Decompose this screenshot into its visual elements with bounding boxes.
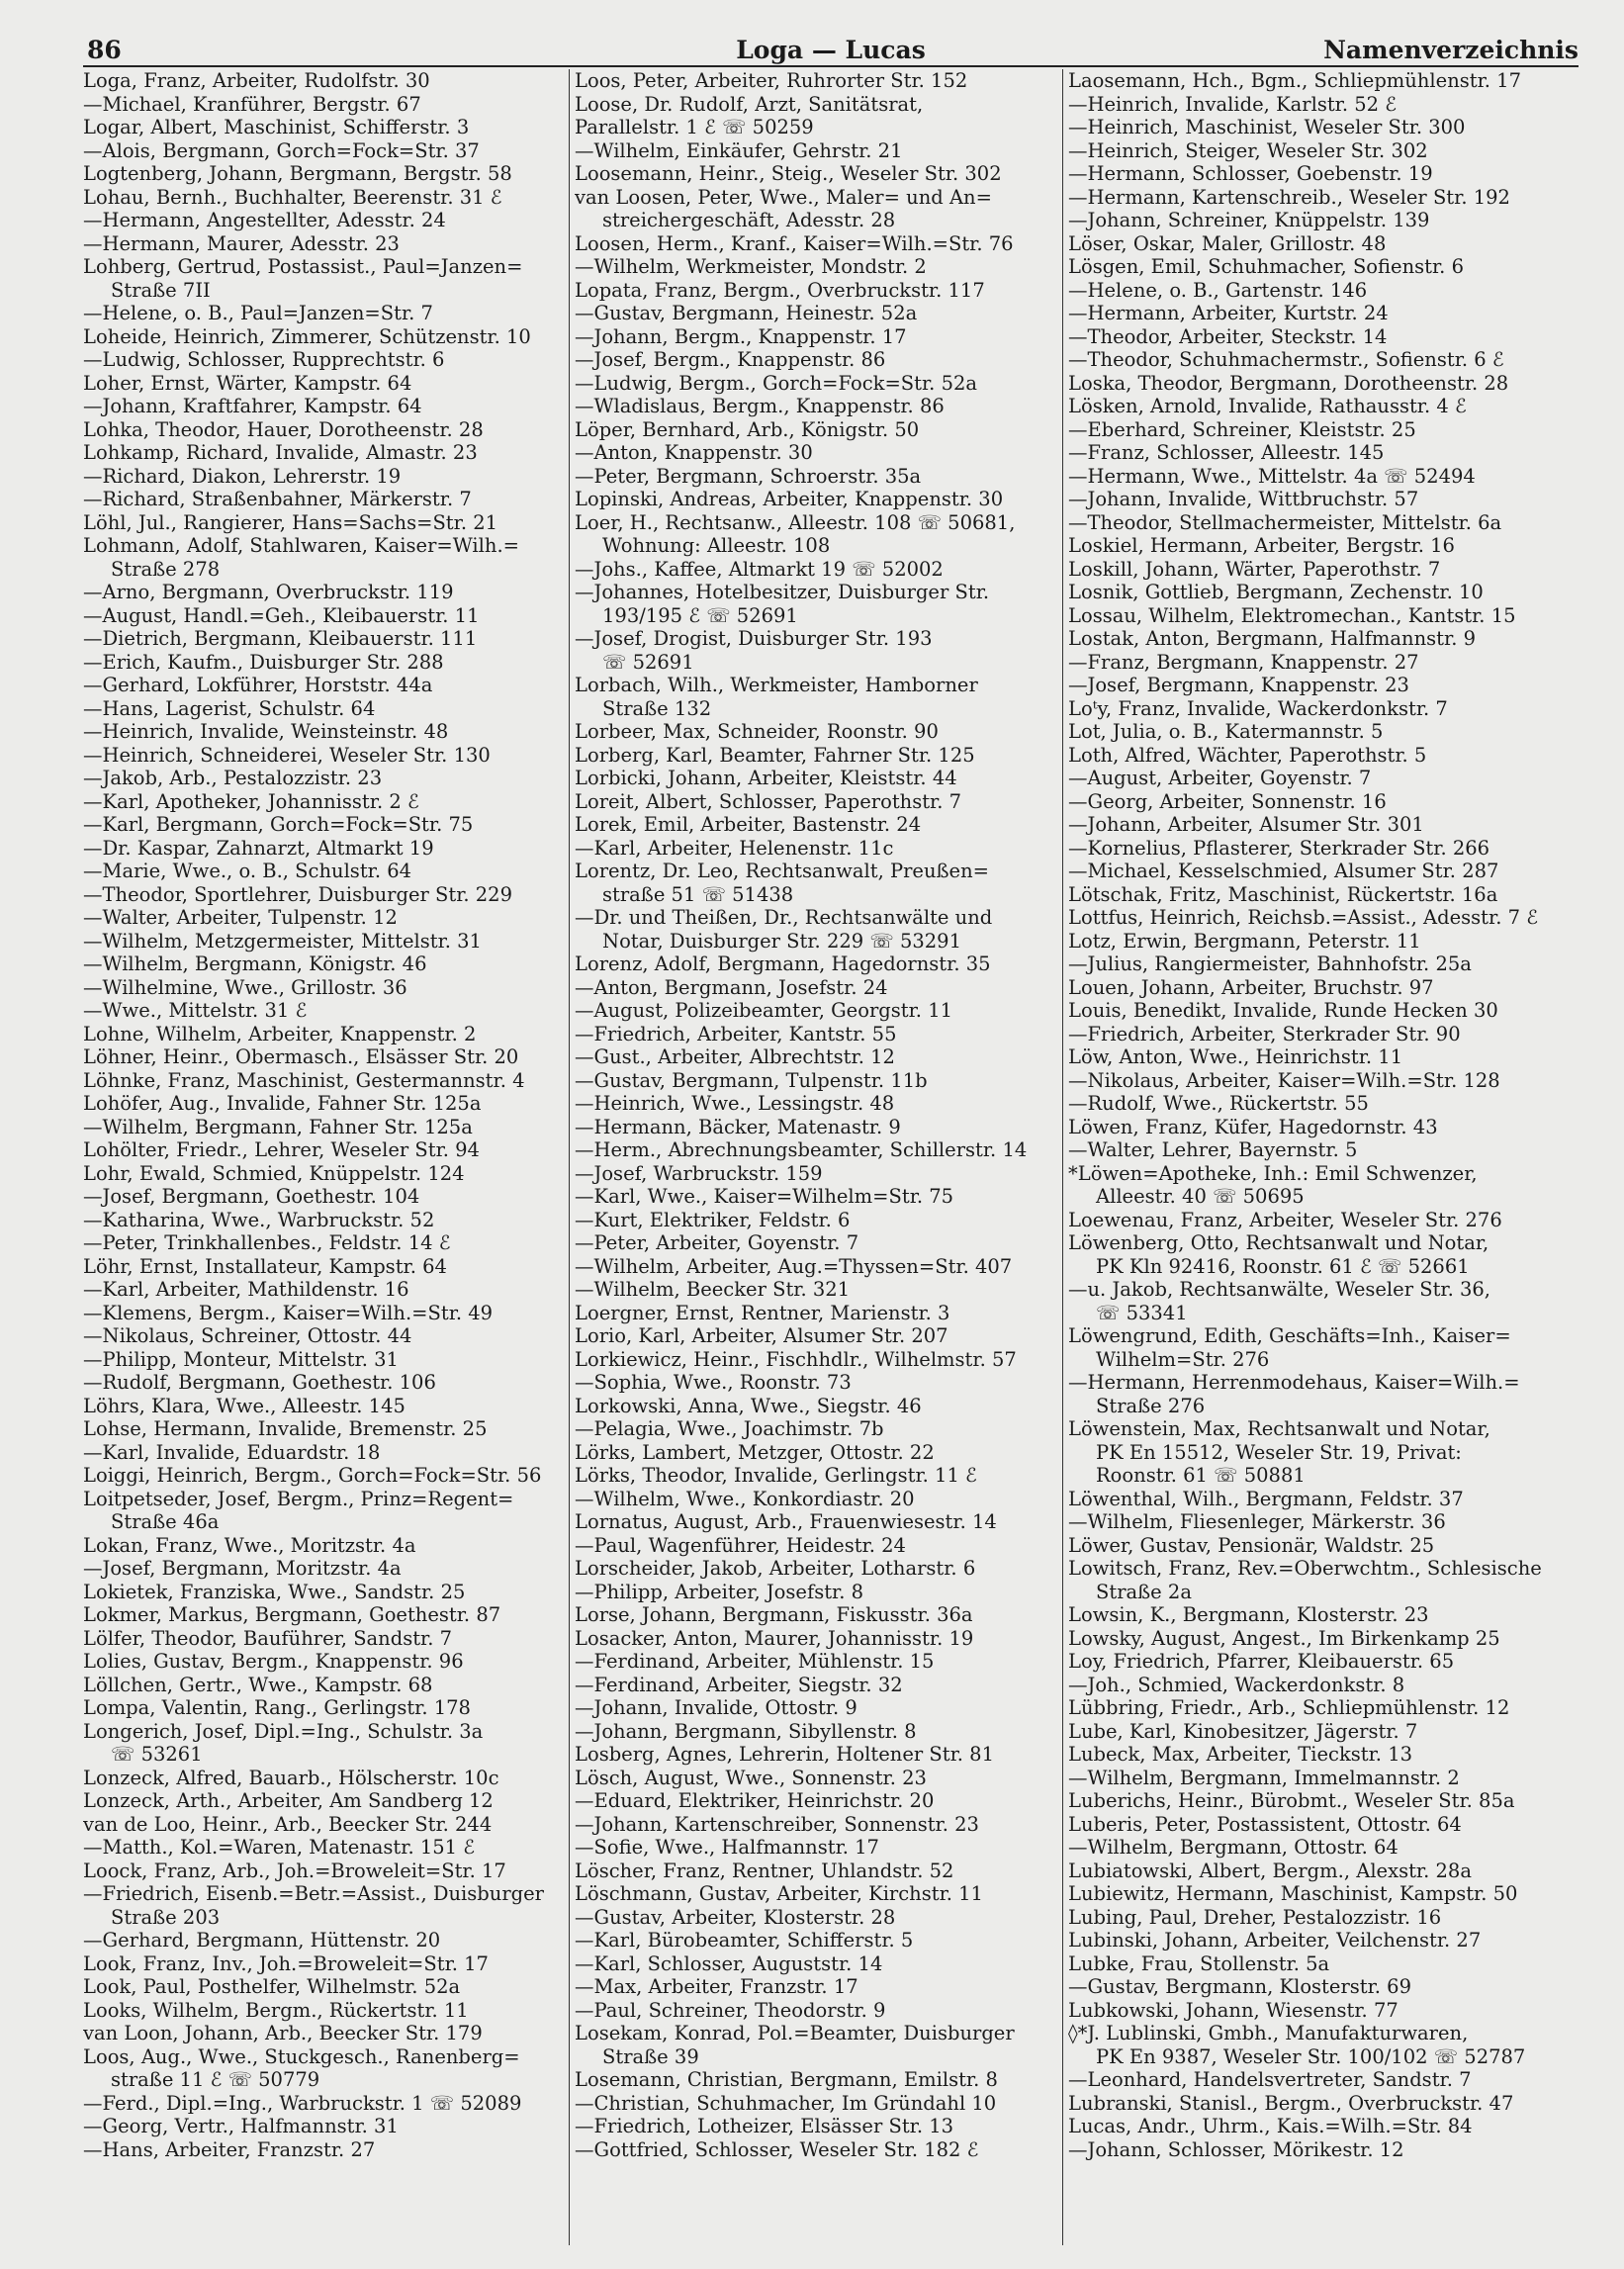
directory-entry-line: Löwenberg, Otto, Rechtsanwalt und Notar,	[1068, 1231, 1489, 1254]
directory-entry-line: Loergner, Ernst, Rentner, Marienstr. 3	[575, 1301, 950, 1324]
directory-entry-line: —Josef, Warbruckstr. 159	[575, 1161, 823, 1185]
directory-entry-line: —Johann, Invalide, Ottostr. 9	[575, 1696, 857, 1719]
directory-entry-line: Lölfer, Theodor, Bauführer, Sandstr. 7	[83, 1626, 453, 1650]
directory-entry-line: Lohberg, Gertrud, Postassist., Paul=Janzen=	[83, 255, 523, 278]
directory-entry-line: 193/195 ℰ ☏ 52691	[602, 603, 798, 627]
directory-entry-line: —Alois, Bergmann, Gorch=Fock=Str. 37	[83, 138, 480, 162]
directory-entry-line: Lohölter, Friedr., Lehrer, Weseler Str. 94	[83, 1138, 480, 1161]
directory-entry-line: —Eberhard, Schreiner, Kleiststr. 25	[1068, 417, 1416, 441]
directory-entry-line: van Loosen, Peter, Wwe., Maler= und An=	[575, 185, 992, 209]
directory-entry-line: —Richard, Straßenbahner, Märkerstr. 7	[83, 488, 472, 510]
directory-entry-line: —Theodor, Sportlehrer, Duisburger Str. 229	[83, 882, 512, 906]
column-1	[83, 69, 564, 2250]
directory-entry-line: —August, Handl.=Geh., Kleibauerstr. 11	[83, 603, 480, 627]
directory-entry-line: —Johann, Bergm., Knappenstr. 17	[575, 324, 907, 348]
directory-entry-line: Lolies, Gustav, Bergm., Knappenstr. 96	[83, 1650, 464, 1673]
directory-entry-line: —Johann, Kartenschreiber, Sonnenstr. 23	[575, 1812, 979, 1836]
directory-entry-line: —Heinrich, Invalide, Weinsteinstr. 48	[83, 720, 449, 743]
name-range: Loga — Lucas	[736, 36, 926, 64]
directory-entry-line: ☏ 53261	[111, 1743, 203, 1766]
directory-entry-line: —Kornelius, Pflasterer, Sterkrader Str. 266	[1068, 836, 1490, 860]
directory-entry-line: Lonzeck, Arth., Arbeiter, Am Sandberg 12	[83, 1789, 494, 1812]
directory-entry-line: *Löwen=Apotheke, Inh.: Emil Schwenzer,	[1068, 1161, 1478, 1185]
directory-entry-line: —August, Arbeiter, Goyenstr. 7	[1068, 767, 1372, 789]
directory-entry-line: —Friedrich, Lotheizer, Elsässer Str. 13	[575, 2115, 954, 2137]
directory-entry-line: —Gustav, Bergmann, Tulpenstr. 11b	[575, 1068, 928, 1092]
directory-entry-line: —Arno, Bergmann, Overbruckstr. 119	[83, 581, 454, 603]
directory-entry-line: —Gust., Arbeiter, Albrechtstr. 12	[575, 1045, 895, 1068]
directory-entry-line: —Heinrich, Steiger, Weseler Str. 302	[1068, 138, 1428, 162]
directory-entry-line: Lubkowski, Johann, Wiesenstr. 77	[1068, 1998, 1398, 2022]
directory-entry-line: —Karl, Schlosser, Auguststr. 14	[575, 1951, 883, 1975]
directory-entry-line: —Christian, Schuhmacher, Im Gründahl 10	[575, 2091, 997, 2115]
directory-entry-line: Losemann, Christian, Bergmann, Emilstr. 8	[575, 2068, 998, 2091]
directory-entry-line: —Theodor, Arbeiter, Steckstr. 14	[1068, 324, 1388, 348]
directory-entry-line: van Loon, Johann, Arb., Beecker Str. 179	[83, 2022, 483, 2044]
directory-entry-line: —Max, Arbeiter, Franzstr. 17	[575, 1975, 858, 1998]
directory-entry-line: —Georg, Arbeiter, Sonnenstr. 16	[1068, 789, 1387, 813]
directory-entry-line: Lompa, Valentin, Rang., Gerlingstr. 178	[83, 1696, 471, 1719]
directory-entry-line: Notar, Duisburger Str. 229 ☏ 53291	[602, 929, 961, 953]
directory-entry-line: Lubranski, Stanisl., Bergm., Overbruckstr. 47	[1068, 2091, 1514, 2115]
directory-entry-line: —Heinrich, Invalide, Karlstr. 52 ℰ	[1068, 92, 1398, 116]
directory-entry-line: —Johann, Invalide, Wittbruchstr. 57	[1068, 488, 1419, 510]
directory-entry-line: Roonstr. 61 ☏ 50881	[1096, 1464, 1306, 1487]
directory-entry-line: Lucas, Andr., Uhrm., Kais.=Wilh.=Str. 84	[1068, 2115, 1473, 2137]
directory-entry-line: —Wilhelm, Werkmeister, Mondstr. 2	[575, 255, 927, 278]
directory-entry-line: —Wilhelm, Bergmann, Ottostr. 64	[1068, 1836, 1398, 1859]
directory-entry-line: Lorkowski, Anna, Wwe., Siegstr. 46	[575, 1394, 922, 1417]
directory-entry-line: —Johannes, Hotelbesitzer, Duisburger Str.	[575, 581, 990, 603]
directory-entry-line: —Karl, Arbeiter, Helenenstr. 11c	[575, 836, 894, 860]
directory-entry-line: Lopinski, Andreas, Arbeiter, Knappenstr. 30	[575, 488, 1004, 510]
directory-entry-line: Luberis, Peter, Postassistent, Ottostr. 64	[1068, 1812, 1462, 1836]
directory-entry-line: Löllchen, Gertr., Wwe., Kampstr. 68	[83, 1673, 433, 1696]
directory-entry-line: Loreit, Albert, Schlosser, Paperothstr. 7	[575, 789, 962, 813]
directory-entry-line: —Sofie, Wwe., Halfmannstr. 17	[575, 1836, 879, 1859]
directory-entry-line: —Gerhard, Bergmann, Hüttenstr. 20	[83, 1929, 441, 1951]
directory-entry-line: —Wilhelm, Fliesenleger, Märkerstr. 36	[1068, 1510, 1446, 1533]
directory-entry-line: Lübbring, Friedr., Arb., Schliepmühlenstr. 12	[1068, 1696, 1510, 1719]
directory-entry-line: Löwen, Franz, Küfer, Hagedornstr. 43	[1068, 1115, 1438, 1138]
directory-entry-line: Löwenthal, Wilh., Bergmann, Feldstr. 37	[1068, 1487, 1464, 1510]
directory-entry-line: Lorbeer, Max, Schneider, Roonstr. 90	[575, 720, 939, 743]
directory-entry-line: ◊*J. Lublinski, Gmbh., Manufakturwaren,	[1068, 2022, 1469, 2044]
directory-entry-line: —Johann, Schlosser, Mörikestr. 12	[1068, 2137, 1404, 2161]
directory-entry-line: Löschmann, Gustav, Arbeiter, Kirchstr. 11	[575, 1882, 983, 1905]
page-number: 86	[87, 36, 122, 64]
directory-entry-line: PK En 15512, Weseler Str. 19, Privat:	[1096, 1440, 1462, 1464]
directory-entry-line: —Georg, Vertr., Halfmannstr. 31	[83, 2115, 399, 2137]
directory-entry-line: Loheide, Heinrich, Zimmerer, Schützenstr. 10	[83, 324, 531, 348]
directory-entry-line: —Dr. Kaspar, Zahnarzt, Altmarkt 19	[83, 836, 434, 860]
directory-entry-line: Look, Franz, Inv., Joh.=Broweleit=Str. 17	[83, 1951, 489, 1975]
directory-entry-line: —Hermann, Maurer, Adesstr. 23	[83, 231, 400, 255]
directory-entry-line: —Helene, o. B., Gartenstr. 146	[1068, 278, 1368, 302]
directory-entry-line: Parallelstr. 1 ℰ ☏ 50259	[575, 116, 814, 138]
directory-entry-line: —Hermann, Arbeiter, Kurtstr. 24	[1068, 302, 1389, 324]
directory-entry-line: Lokmer, Markus, Bergmann, Goethestr. 87	[83, 1603, 501, 1626]
directory-entry-line: Lorkiewicz, Heinr., Fischhdlr., Wilhelmstr. 57	[575, 1347, 1017, 1371]
directory-entry-line: Logar, Albert, Maschinist, Schifferstr. 3	[83, 116, 470, 138]
directory-entry-line: —Anton, Bergmann, Josefstr. 24	[575, 975, 888, 999]
directory-entry-line: Alleestr. 40 ☏ 50695	[1096, 1185, 1305, 1208]
directory-entry-line: —Walter, Lehrer, Bayernstr. 5	[1068, 1138, 1358, 1161]
directory-entry-line: Löwenstein, Max, Rechtsanwalt und Notar,	[1068, 1417, 1490, 1440]
directory-entry-line: Looks, Wilhelm, Bergm., Rückertstr. 11	[83, 1998, 469, 2022]
directory-entry-line: Lösgen, Emil, Schuhmacher, Sofienstr. 6	[1068, 255, 1464, 278]
directory-entry-line: —Klemens, Bergm., Kaiser=Wilh.=Str. 49	[83, 1301, 494, 1324]
directory-entry-line: Lohka, Theodor, Hauer, Dorotheenstr. 28	[83, 417, 484, 441]
directory-entry-line: Loos, Aug., Wwe., Stuckgesch., Ranenberg=	[83, 2044, 520, 2068]
directory-entry-line: —Friedrich, Eisenb.=Betr.=Assist., Duisburger	[83, 1882, 544, 1905]
directory-entry-line: —Dr. und Theißen, Dr., Rechtsanwälte und	[575, 906, 993, 929]
directory-entry-line: —Theodor, Schuhmachermstr., Sofienstr. 6 ℰ	[1068, 348, 1504, 371]
directory-entry-line: Loga, Franz, Arbeiter, Rudolfstr. 30	[83, 69, 430, 92]
directory-entry-line: Straße 203	[111, 1905, 221, 1929]
directory-entry-line: Löwengrund, Edith, Geschäfts=Inh., Kaiser=	[1068, 1324, 1511, 1347]
directory-entry-line: —Franz, Bergmann, Knappenstr. 27	[1068, 650, 1419, 674]
column-divider	[1062, 69, 1063, 2245]
directory-entry-line: Losberg, Agnes, Lehrerin, Holtener Str. 81	[575, 1743, 994, 1766]
directory-entry-line: —Hermann, Kartenschreib., Weseler Str. 192	[1068, 185, 1510, 209]
column-3	[1068, 69, 1580, 2250]
directory-entry-line: Loy, Friedrich, Pfarrer, Kleibauerstr. 65	[1068, 1650, 1455, 1673]
directory-entry-line: Lubing, Paul, Dreher, Pestalozzistr. 16	[1068, 1905, 1442, 1929]
directory-entry-line: Losekam, Konrad, Pol.=Beamter, Duisburger	[575, 2022, 1015, 2044]
directory-entry-line: Lorse, Johann, Bergmann, Fiskusstr. 36a	[575, 1603, 973, 1626]
directory-entry-line: Lowitsch, Franz, Rev.=Oberwchtm., Schlesische	[1068, 1557, 1542, 1580]
directory-entry-line: —Johann, Schreiner, Knüppelstr. 139	[1068, 209, 1430, 231]
directory-entry-line: Loos, Peter, Arbeiter, Ruhrorter Str. 152	[575, 69, 968, 92]
directory-entry-line: —Johann, Kraftfahrer, Kampstr. 64	[83, 395, 422, 417]
directory-entry-line: Lubiatowski, Albert, Bergm., Alexstr. 28a	[1068, 1859, 1472, 1882]
directory-entry-line: straße 51 ☏ 51438	[602, 882, 794, 906]
directory-entry-line: Loer, H., Rechtsanw., Alleestr. 108 ☏ 50681,	[575, 510, 1016, 534]
directory-entry-line: Loth, Alfred, Wächter, Paperothstr. 5	[1068, 743, 1427, 767]
directory-entry-line: Löscher, Franz, Rentner, Uhlandstr. 52	[575, 1859, 954, 1882]
directory-entry-line: Losnik, Gottlieb, Bergmann, Zechenstr. 10	[1068, 581, 1484, 603]
directory-entry-line: Lube, Karl, Kinobesitzer, Jägerstr. 7	[1068, 1719, 1418, 1743]
directory-entry-line: —Hermann, Schlosser, Goebenstr. 19	[1068, 162, 1433, 185]
directory-entry-line: Luberichs, Heinr., Bürobmt., Weseler Str. 85a	[1068, 1789, 1515, 1812]
directory-entry-line: Lossau, Wilhelm, Elektromechan., Kantstr. 15	[1068, 603, 1516, 627]
directory-entry-line: —Karl, Arbeiter, Mathildenstr. 16	[83, 1278, 409, 1301]
directory-entry-line: Lorenz, Adolf, Bergmann, Hagedornstr. 35	[575, 953, 991, 975]
directory-entry-line: Longerich, Josef, Dipl.=Ing., Schulstr. 3a	[83, 1719, 484, 1743]
directory-entry-line: —Karl, Apotheker, Johannisstr. 2 ℰ	[83, 789, 419, 813]
directory-entry-line: Löper, Bernhard, Arb., Königstr. 50	[575, 417, 920, 441]
directory-entry-line: —Ludwig, Bergm., Gorch=Fock=Str. 52a	[575, 371, 978, 395]
directory-entry-line: Lot, Julia, o. B., Katermannstr. 5	[1068, 720, 1384, 743]
directory-entry-line: Löwer, Gustav, Pensionär, Waldstr. 25	[1068, 1533, 1435, 1557]
directory-entry-line: Loosemann, Heinr., Steig., Weseler Str. 302	[575, 162, 1002, 185]
directory-entry-line: —Karl, Wwe., Kaiser=Wilhelm=Str. 75	[575, 1185, 954, 1208]
directory-entry-line: —Michael, Kranführer, Bergstr. 67	[83, 92, 421, 116]
directory-entry-line: Lohau, Bernh., Buchhalter, Beerenstr. 31 ℰ	[83, 185, 502, 209]
directory-entry-line: Straße 2a	[1096, 1580, 1192, 1603]
directory-entry-line: Löhrs, Klara, Wwe., Alleestr. 145	[83, 1394, 406, 1417]
directory-entry-line: Loitpetseder, Josef, Bergm., Prinz=Regent=	[83, 1487, 514, 1510]
directory-entry-line: —Helene, o. B., Paul=Janzen=Str. 7	[83, 302, 433, 324]
directory-entry-line: Loskill, Johann, Wärter, Paperothstr. 7	[1068, 557, 1441, 581]
directory-entry-line: —Marie, Wwe., o. B., Schulstr. 64	[83, 860, 412, 882]
directory-entry-line: Lowsin, K., Bergmann, Klosterstr. 23	[1068, 1603, 1429, 1626]
directory-entry-line: —Jakob, Arb., Pestalozzistr. 23	[83, 767, 383, 789]
directory-entry-line: Lostak, Anton, Bergmann, Halfmannstr. 9	[1068, 627, 1476, 650]
directory-entry-line: —Nikolaus, Schreiner, Ottostr. 44	[83, 1324, 412, 1347]
directory-entry-line: Lörks, Lambert, Metzger, Ottostr. 22	[575, 1440, 935, 1464]
directory-entry-line: —Hermann, Herrenmodehaus, Kaiser=Wilh.=	[1068, 1371, 1520, 1394]
directory-entry-line: —Dietrich, Bergmann, Kleibauerstr. 111	[83, 627, 478, 650]
directory-entry-line: Loher, Ernst, Wärter, Kampstr. 64	[83, 371, 412, 395]
column-divider	[569, 69, 570, 2245]
directory-entry-line: Lohkamp, Richard, Invalide, Almastr. 23	[83, 441, 478, 464]
directory-entry-line: —Nikolaus, Arbeiter, Kaiser=Wilh.=Str. 128	[1068, 1068, 1500, 1092]
directory-entry-line: —Hermann, Bäcker, Matenastr. 9	[575, 1115, 901, 1138]
directory-entry-line: —Heinrich, Wwe., Lessingstr. 48	[575, 1092, 895, 1115]
directory-entry-line: —Friedrich, Arbeiter, Sterkrader Str. 90	[1068, 1022, 1461, 1045]
directory-entry-line: Lörks, Theodor, Invalide, Gerlingstr. 11 ℰ	[575, 1464, 977, 1487]
directory-entry-line: Straße 278	[111, 557, 221, 581]
directory-entry-line: —Hans, Arbeiter, Franzstr. 27	[83, 2137, 376, 2161]
directory-entry-line: Löhl, Jul., Rangierer, Hans=Sachs=Str. 21	[83, 510, 498, 534]
directory-entry-line: Lorek, Emil, Arbeiter, Bastenstr. 24	[575, 813, 922, 836]
directory-entry-line: Lohmann, Adolf, Stahlwaren, Kaiser=Wilh.=	[83, 534, 519, 557]
directory-entry-line: —Pelagia, Wwe., Joachimstr. 7b	[575, 1417, 884, 1440]
directory-entry-line: —Wilhelm, Arbeiter, Aug.=Thyssen=Str. 407	[575, 1254, 1013, 1278]
directory-entry-line: Lottfus, Heinrich, Reichsb.=Assist., Adesstr. 7 ℰ	[1068, 906, 1538, 929]
directory-entry-line: straße 11 ℰ ☏ 50779	[111, 2068, 320, 2091]
directory-entry-line: —Josef, Bergm., Knappenstr. 86	[575, 348, 886, 371]
directory-entry-line: —Josef, Bergmann, Moritzstr. 4a	[83, 1557, 402, 1580]
directory-entry-line: Löhner, Heinr., Obermasch., Elsässer Str. 20	[83, 1045, 519, 1068]
directory-entry-line: Loewenau, Franz, Arbeiter, Weseler Str. 276	[1068, 1208, 1502, 1231]
directory-entry-line: Logtenberg, Johann, Bergmann, Bergstr. 58	[83, 162, 512, 185]
directory-entry-line: Lösken, Arnold, Invalide, Rathausstr. 4 ℰ	[1068, 395, 1467, 417]
directory-entry-line: —Rudolf, Wwe., Rückertstr. 55	[1068, 1092, 1369, 1115]
directory-entry-line: —Friedrich, Arbeiter, Kantstr. 55	[575, 1022, 897, 1045]
directory-entry-line: Lotz, Erwin, Bergmann, Peterstr. 11	[1068, 929, 1421, 953]
directory-entry-line: Lubinski, Johann, Arbeiter, Veilchenstr. 27	[1068, 1929, 1482, 1951]
directory-entry-line: —August, Polizeibeamter, Georgstr. 11	[575, 999, 953, 1022]
directory-entry-line: Lubeck, Max, Arbeiter, Tieckstr. 13	[1068, 1743, 1413, 1766]
directory-entry-line: Lokan, Franz, Wwe., Moritzstr. 4a	[83, 1533, 416, 1557]
section-title: Namenverzeichnis	[1323, 36, 1579, 64]
directory-entry-line: —Wilhelmine, Wwe., Grillostr. 36	[83, 975, 407, 999]
directory-entry-line: —Wwe., Mittelstr. 31 ℰ	[83, 999, 308, 1022]
directory-entry-line: Loose, Dr. Rudolf, Arzt, Sanitätsrat,	[575, 92, 924, 116]
directory-entry-line: Look, Paul, Posthelfer, Wilhelmstr. 52a	[83, 1975, 461, 1998]
directory-entry-line: —Josef, Drogist, Duisburger Str. 193	[575, 627, 933, 650]
directory-entry-line: Lopata, Franz, Bergm., Overbruckstr. 117	[575, 278, 985, 302]
directory-entry-line: Loock, Franz, Arb., Joh.=Broweleit=Str. 17	[83, 1859, 506, 1882]
directory-entry-line: —u. Jakob, Rechtsanwälte, Weseler Str. 36,	[1068, 1278, 1491, 1301]
directory-entry-line: ☏ 53341	[1096, 1301, 1188, 1324]
directory-entry-line: Loiggi, Heinrich, Bergm., Gorch=Fock=Str. 56	[83, 1464, 542, 1487]
directory-entry-line: —Ferdinand, Arbeiter, Siegstr. 32	[575, 1673, 903, 1696]
directory-entry-line: Lorscheider, Jakob, Arbeiter, Lotharstr. 6	[575, 1557, 976, 1580]
directory-entry-line: Lorbicki, Johann, Arbeiter, Kleiststr. 44	[575, 767, 957, 789]
directory-entry-line: Lorio, Karl, Arbeiter, Alsumer Str. 207	[575, 1324, 948, 1347]
directory-entry-line: —Josef, Bergmann, Knappenstr. 23	[1068, 674, 1409, 696]
directory-entry-line: Lorentz, Dr. Leo, Rechtsanwalt, Preußen=	[575, 860, 989, 882]
directory-entry-line: —Philipp, Monteur, Mittelstr. 31	[83, 1347, 399, 1371]
directory-entry-line: Lohr, Ewald, Schmied, Knüppelstr. 124	[83, 1161, 465, 1185]
directory-entry-line: —Hermann, Angestellter, Adesstr. 24	[83, 209, 446, 231]
directory-entry-line: Laosemann, Hch., Bgm., Schliepmühlenstr. 17	[1068, 69, 1521, 92]
directory-entry-line: —Wilhelm, Bergmann, Königstr. 46	[83, 953, 427, 975]
directory-entry-line: —Heinrich, Schneiderei, Weseler Str. 130	[83, 743, 491, 767]
directory-entry-line: —Karl, Invalide, Eduardstr. 18	[83, 1440, 381, 1464]
directory-entry-line: —Kurt, Elektriker, Feldstr. 6	[575, 1208, 851, 1231]
directory-entry-line: Löser, Oskar, Maler, Grillostr. 48	[1068, 231, 1387, 255]
directory-entry-line: —Eduard, Elektriker, Heinrichstr. 20	[575, 1789, 935, 1812]
directory-entry-line: —Ludwig, Schlosser, Rupprechtstr. 6	[83, 348, 445, 371]
directory-entry-line: —Julius, Rangiermeister, Bahnhofstr. 25a	[1068, 953, 1472, 975]
directory-entry-line: Wohnung: Alleestr. 108	[602, 534, 831, 557]
directory-entry-line: —Ferdinand, Arbeiter, Mühlenstr. 15	[575, 1650, 935, 1673]
directory-entry-line: Lohne, Wilhelm, Arbeiter, Knappenstr. 2	[83, 1022, 477, 1045]
header-rule	[83, 65, 1579, 67]
directory-entry-line: Lösch, August, Wwe., Sonnenstr. 23	[575, 1766, 927, 1789]
directory-entry-line: Lötschak, Fritz, Maschinist, Rückertstr. 16a	[1068, 882, 1498, 906]
directory-entry-line: —Leonhard, Handelsvertreter, Sandstr. 7	[1068, 2068, 1472, 2091]
directory-entry-line: —Anton, Knappenstr. 30	[575, 441, 813, 464]
directory-entry-line: —Karl, Bergmann, Gorch=Fock=Str. 75	[83, 813, 474, 836]
directory-entry-line: —Matth., Kol.=Waren, Matenastr. 151 ℰ	[83, 1836, 476, 1859]
directory-entry-line: —Gustav, Bergmann, Heinestr. 52a	[575, 302, 918, 324]
directory-entry-line: —Hans, Lagerist, Schulstr. 64	[83, 696, 376, 720]
directory-entry-line: —Wilhelm, Bergmann, Fahner Str. 125a	[83, 1115, 473, 1138]
directory-entry-line: Löw, Anton, Wwe., Heinrichstr. 11	[1068, 1045, 1403, 1068]
directory-entry-line: Loskiel, Hermann, Arbeiter, Bergstr. 16	[1068, 534, 1455, 557]
directory-entry-line: Straße 132	[602, 696, 712, 720]
directory-entry-line: —Hermann, Wwe., Mittelstr. 4a ☏ 52494	[1068, 464, 1476, 488]
directory-entry-line: —Joh., Schmied, Wackerdonkstr. 8	[1068, 1673, 1405, 1696]
page-header	[83, 36, 1579, 69]
directory-entry-line: —Theodor, Stellmachermeister, Mittelstr. 6a	[1068, 510, 1502, 534]
directory-entry-line: —Wilhelm, Metzgermeister, Mittelstr. 31	[83, 929, 482, 953]
directory-entry-line: Lorbach, Wilh., Werkmeister, Hamborner	[575, 674, 978, 696]
directory-entry-line: —Gerhard, Lokführer, Horststr. 44a	[83, 674, 433, 696]
directory-entry-line: Lonzeck, Alfred, Bauarb., Hölscherstr. 10c	[83, 1766, 499, 1789]
directory-entry-line: Straße 39	[602, 2044, 699, 2068]
directory-entry-line: —Philipp, Arbeiter, Josefstr. 8	[575, 1580, 864, 1603]
directory-entry-line: Louen, Johann, Arbeiter, Bruchstr. 97	[1068, 975, 1434, 999]
directory-entry-line: —Heinrich, Maschinist, Weseler Str. 300	[1068, 116, 1466, 138]
directory-entry-line: —Wladislaus, Bergm., Knappenstr. 86	[575, 395, 945, 417]
directory-entry-line: Lohöfer, Aug., Invalide, Fahner Str. 125a	[83, 1092, 482, 1115]
directory-entry-line: Lorberg, Karl, Beamter, Fahrner Str. 125	[575, 743, 975, 767]
directory-entry-line: —Herm., Abrechnungsbeamter, Schillerstr. 14	[575, 1138, 1028, 1161]
directory-entry-line: Lowsky, August, Angest., Im Birkenkamp 25	[1068, 1626, 1500, 1650]
directory-entry-line: —Peter, Bergmann, Schroerstr. 35a	[575, 464, 922, 488]
directory-entry-line: PK Kln 92416, Roonstr. 61 ℰ ☏ 52661	[1096, 1254, 1470, 1278]
directory-entry-line: —Wilhelm, Bergmann, Immelmannstr. 2	[1068, 1766, 1460, 1789]
directory-entry-line: Loᵗy, Franz, Invalide, Wackerdonkstr. 7	[1068, 696, 1448, 720]
directory-entry-line: Loosen, Herm., Kranf., Kaiser=Wilh.=Str. 76	[575, 231, 1014, 255]
directory-entry-line: Lohse, Hermann, Invalide, Bremenstr. 25	[83, 1417, 488, 1440]
directory-entry-line: Lokietek, Franziska, Wwe., Sandstr. 25	[83, 1580, 466, 1603]
directory-entry-line: —Ferd., Dipl.=Ing., Warbruckstr. 1 ☏ 52089	[83, 2091, 522, 2115]
directory-entry-line: —Paul, Wagenführer, Heidestr. 24	[575, 1533, 906, 1557]
directory-entry-line: —Franz, Schlosser, Alleestr. 145	[1068, 441, 1385, 464]
directory-entry-line: PK En 9387, Weseler Str. 100/102 ☏ 52787	[1096, 2044, 1526, 2068]
directory-entry-line: —Josef, Bergmann, Goethestr. 104	[83, 1185, 420, 1208]
directory-entry-line: —Gustav, Bergmann, Klosterstr. 69	[1068, 1975, 1411, 1998]
directory-entry-line: —Paul, Schreiner, Theodorstr. 9	[575, 1998, 886, 2022]
directory-entry-line: —Peter, Trinkhallenbes., Feldstr. 14 ℰ	[83, 1231, 451, 1254]
directory-entry-line: —Peter, Arbeiter, Goyenstr. 7	[575, 1231, 859, 1254]
directory-entry-line: Lubke, Frau, Stollenstr. 5a	[1068, 1951, 1330, 1975]
directory-entry-line: Lornatus, August, Arb., Frauenwiesestr. 14	[575, 1510, 997, 1533]
directory-entry-line: Straße 46a	[111, 1510, 220, 1533]
directory-entry-line: Lubiewitz, Hermann, Maschinist, Kampstr. 50	[1068, 1882, 1518, 1905]
directory-entry-line: —Johann, Arbeiter, Alsumer Str. 301	[1068, 813, 1424, 836]
directory-entry-line: —Michael, Kesselschmied, Alsumer Str. 287	[1068, 860, 1499, 882]
directory-entry-line: —Richard, Diakon, Lehrerstr. 19	[83, 464, 402, 488]
directory-entry-line: ☏ 52691	[602, 650, 694, 674]
directory-entry-line: Straße 276	[1096, 1394, 1206, 1417]
directory-entry-line: —Rudolf, Bergmann, Goethestr. 106	[83, 1371, 436, 1394]
directory-entry-line: Straße 7II	[111, 278, 211, 302]
directory-entry-line: —Wilhelm, Einkäufer, Gehrstr. 21	[575, 138, 903, 162]
directory-entry-line: —Johs., Kaffee, Altmarkt 19 ☏ 52002	[575, 557, 944, 581]
directory-entry-line: Loska, Theodor, Bergmann, Dorotheenstr. 28	[1068, 371, 1509, 395]
directory-entry-line: —Erich, Kaufm., Duisburger Str. 288	[83, 650, 444, 674]
directory-entry-line: —Wilhelm, Beecker Str. 321	[575, 1278, 851, 1301]
directory-entry-line: —Katharina, Wwe., Warbruckstr. 52	[83, 1208, 435, 1231]
directory-entry-line: —Gottfried, Schlosser, Weseler Str. 182 ℰ	[575, 2137, 979, 2161]
directory-entry-line: —Wilhelm, Wwe., Konkordiastr. 20	[575, 1487, 915, 1510]
directory-entry-line: —Walter, Arbeiter, Tulpenstr. 12	[83, 906, 398, 929]
directory-entry-line: —Karl, Bürobeamter, Schifferstr. 5	[575, 1929, 914, 1951]
directory-entry-line: —Gustav, Arbeiter, Klosterstr. 28	[575, 1905, 896, 1929]
directory-entry-line: streichergeschäft, Adesstr. 28	[602, 209, 896, 231]
directory-entry-line: van de Loo, Heinr., Arb., Beecker Str. 244	[83, 1812, 493, 1836]
directory-entry-line: Löhnke, Franz, Maschinist, Gestermannstr. 4	[83, 1068, 525, 1092]
directory-entry-line: Wilhelm=Str. 276	[1096, 1347, 1270, 1371]
directory-entry-line: —Sophia, Wwe., Roonstr. 73	[575, 1371, 852, 1394]
directory-entry-line: Löhr, Ernst, Installateur, Kampstr. 64	[83, 1254, 447, 1278]
directory-entry-line: Louis, Benedikt, Invalide, Runde Hecken 30	[1068, 999, 1498, 1022]
column-2	[575, 69, 1057, 2250]
directory-entry-line: Losacker, Anton, Maurer, Johannisstr. 19	[575, 1626, 974, 1650]
directory-entry-line: —Johann, Bergmann, Sibyllenstr. 8	[575, 1719, 917, 1743]
